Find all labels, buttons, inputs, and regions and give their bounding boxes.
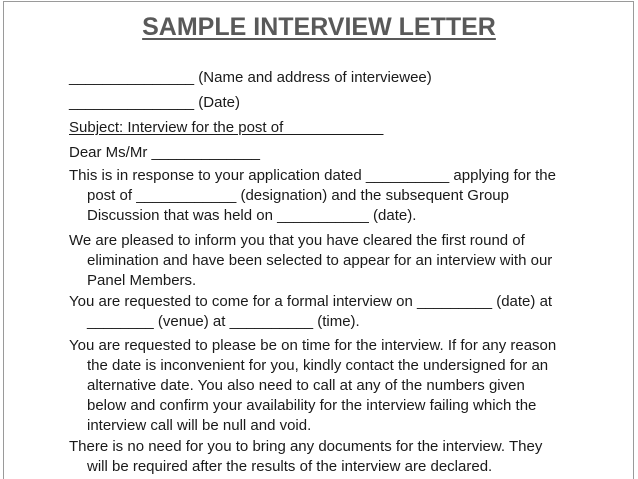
paragraph-schedule [69, 292, 597, 332]
paragraph-line: the date is inconvenient for you, kindly contact the undersigned for an [87, 357, 549, 374]
paragraph-application [69, 166, 597, 226]
paragraph-line: There is no need for you to bring any documents for the interview. They [69, 438, 543, 455]
paragraph-line: elimination and have been selected to appear for an interview with our [87, 252, 553, 269]
paragraph-punctuality [69, 336, 597, 436]
paragraph-line: will be required after the results of the interview are declared. [87, 458, 493, 475]
paragraph-line: This is in response to your application dated __________ applying for the [69, 167, 556, 184]
paragraph-line: interview call will be null and void. [87, 417, 312, 434]
date-line: _______________ (Date) [69, 94, 240, 111]
paragraph-selection [69, 231, 597, 291]
paragraph-line: You are requested to please be on time for the interview. If for any reason [69, 337, 557, 354]
paragraph-line: alternative date. You also need to call at any of the numbers given [87, 377, 525, 394]
paragraph-documents [69, 437, 597, 477]
paragraph-line: Panel Members. [87, 272, 197, 289]
paragraph-line: ________ (venue) at __________ (time). [87, 313, 360, 330]
paragraph-line: Discussion that was held on ___________ (date). [87, 207, 417, 224]
paragraph-line: We are pleased to inform you that you have cleared the first round of [69, 232, 525, 249]
letter-title-text: SAMPLE INTERVIEW LETTER [142, 13, 496, 41]
paragraph-line: You are requested to come for a formal interview on _________ (date) at [69, 293, 553, 310]
paragraph-line: below and confirm your availability for the interview failing which the [87, 397, 537, 414]
paragraph-line: post of ____________ (designation) and the subsequent Group [87, 187, 509, 204]
subject-line: Subject: Interview for the post of____________ [69, 119, 384, 136]
address-line: _______________ (Name and address of interviewee) [69, 69, 432, 86]
salutation: Dear Ms/Mr _____________ [69, 144, 260, 161]
letter-title [0, 11, 638, 43]
